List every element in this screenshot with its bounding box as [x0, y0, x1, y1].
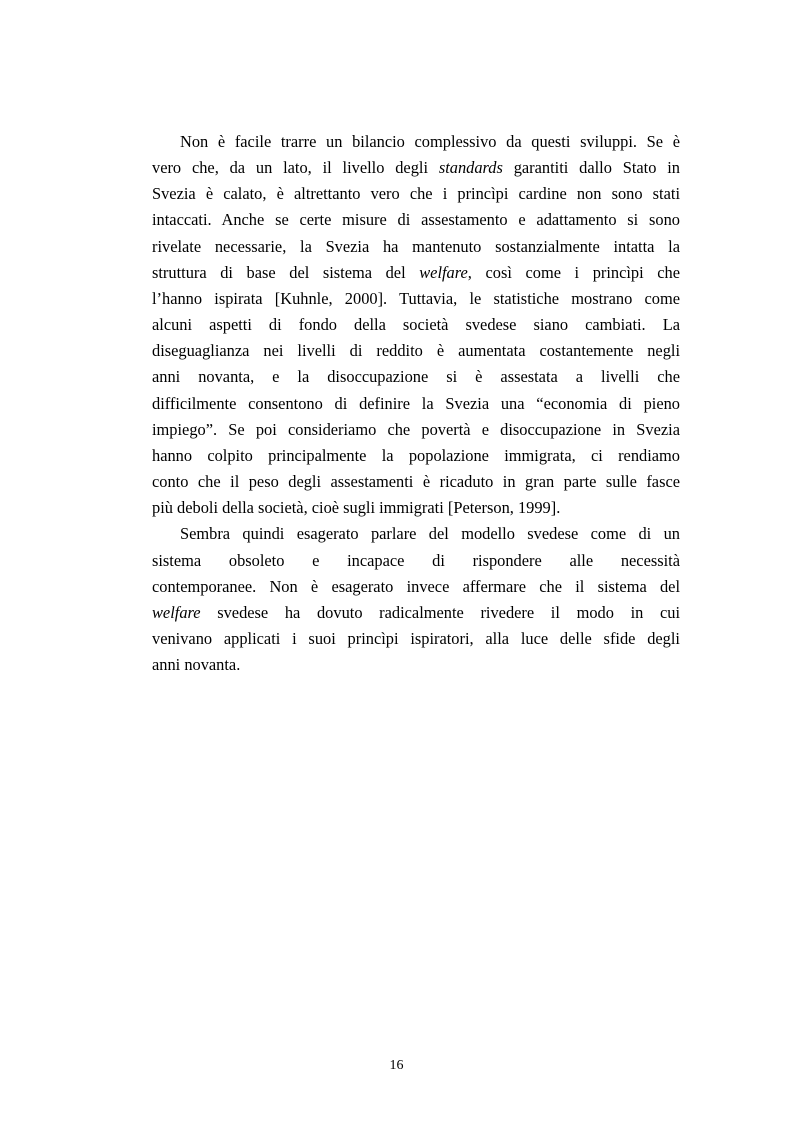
- text-line: sistema obsoleto e incapace di rispondere alle necessità: [152, 550, 680, 570]
- text-line: welfare svedese ha dovuto radicalmente rivedere il modo in cui: [152, 602, 680, 622]
- text-line: Non è facile trarre un bilancio complessivo da questi sviluppi. Se è: [180, 132, 680, 151]
- text-line: anni novanta.: [152, 655, 241, 675]
- italic-term: welfare: [419, 262, 468, 282]
- page-number: 16: [389, 1058, 404, 1073]
- text-line: rivelate necessarie, la Svezia ha mantenuto sostanzialmente intatta la: [152, 236, 680, 256]
- text-line: diseguaglianza nei livelli di reddito è aumentata costantemente negli: [152, 341, 680, 361]
- paragraph-1: [152, 129, 680, 521]
- text-line: venivano applicati i suoi princìpi ispiratori, alla luce delle sfide degli: [152, 628, 680, 648]
- text-line: hanno colpito principalmente la popolazione immigrata, ci rendiamo: [152, 445, 680, 465]
- paragraph-2: [152, 521, 680, 678]
- text-line: alcuni aspetti di fondo della società svedese siano cambiati. La: [152, 315, 680, 335]
- text-line: conto che il peso degli assestamenti è ricaduto in gran parte sulle fasce: [152, 472, 680, 492]
- text-line: impiego”. Se poi consideriamo che povertà e disoccupazione in Svezia: [152, 419, 680, 439]
- text-line: struttura di base del sistema del welfare, così come i princìpi che: [152, 262, 681, 282]
- italic-term: standards: [438, 158, 503, 178]
- text-line: Svezia è calato, è altrettanto vero che i princìpi cardine non sono stati: [152, 184, 680, 204]
- text-line: Sembra quindi esagerato parlare del modello svedese come di un: [180, 524, 680, 544]
- text-line: difficilmente consentono di definire la Svezia una “economia di pieno: [152, 393, 680, 413]
- text-line: l’hanno ispirata [Kuhnle, 2000]. Tuttavia, le statistiche mostrano come: [152, 288, 680, 308]
- text-line: intaccati. Anche se certe misure di assestamento e adattamento si sono: [152, 210, 680, 230]
- body-text: [152, 129, 680, 678]
- text-line: contemporanee. Non è esagerato invece affermare che il sistema del: [152, 576, 680, 596]
- italic-term: welfare: [152, 602, 201, 622]
- text-line: anni novanta, e la disoccupazione si è assestata a livelli che: [152, 367, 680, 387]
- text-line: vero che, da un lato, il livello degli standards garantiti dallo Stato in: [152, 158, 680, 178]
- text-line: più deboli della società, cioè sugli immigrati [Peterson, 1999].: [152, 498, 561, 518]
